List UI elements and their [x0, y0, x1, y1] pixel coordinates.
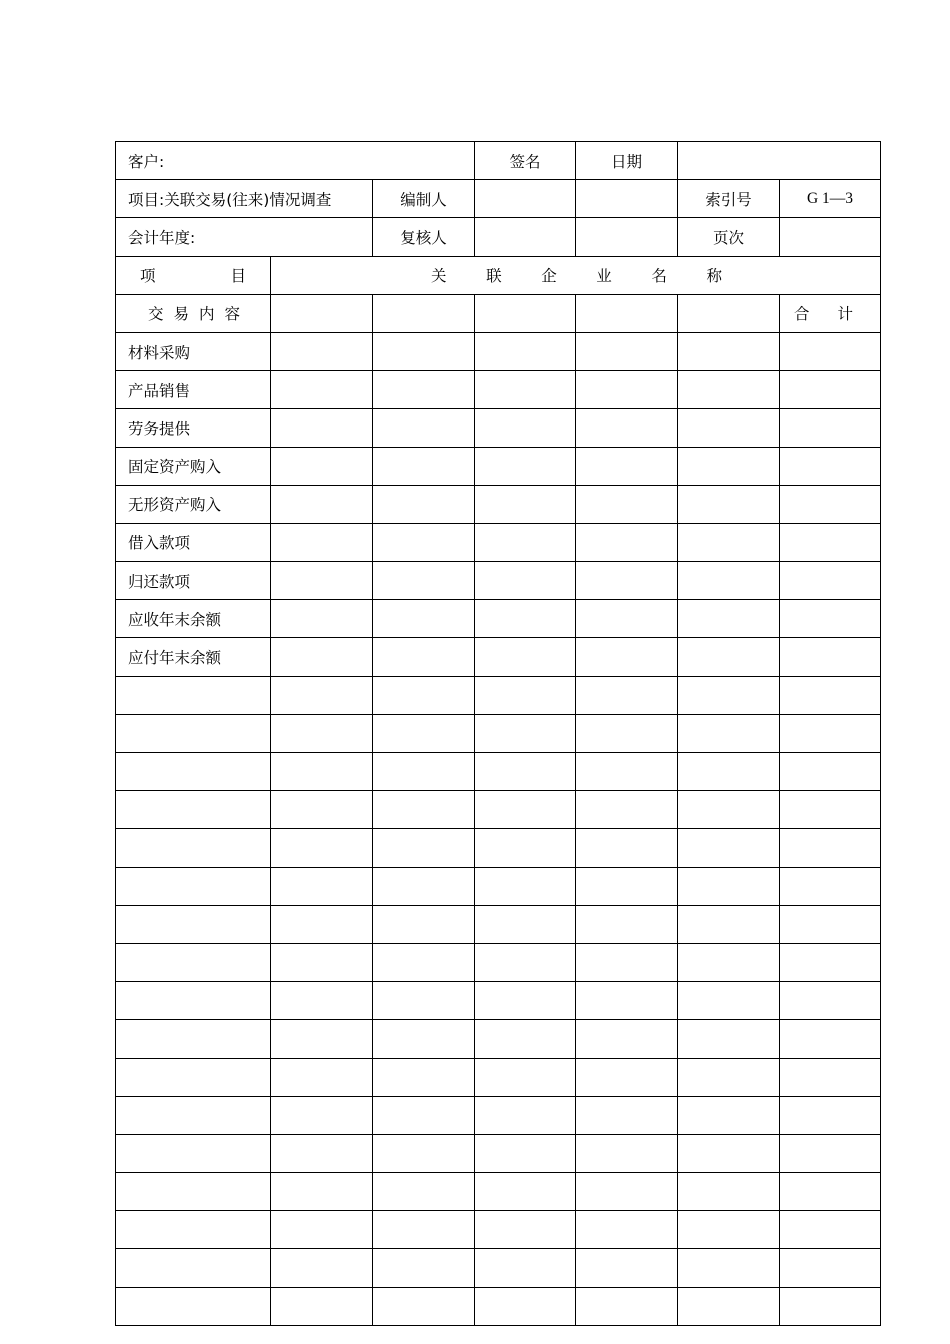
transaction-type-label: 无形资产购入 — [116, 485, 271, 523]
transaction-row — [116, 1287, 881, 1325]
amount-cell[interactable] — [576, 943, 678, 981]
total-cell[interactable] — [780, 371, 881, 409]
related-party-name-header — [271, 256, 881, 294]
amount-cell[interactable] — [271, 1134, 373, 1172]
transaction-type-label: 材料采购 — [116, 332, 271, 370]
amount-cell[interactable] — [271, 562, 373, 600]
fiscal-year-label: 会计年度: — [116, 218, 373, 256]
transaction-row — [116, 1020, 881, 1058]
amount-cell[interactable] — [475, 867, 576, 905]
transaction-type-label[interactable] — [116, 1249, 271, 1287]
amount-cell[interactable] — [373, 447, 475, 485]
transaction-type-label: 应收年末余额 — [116, 600, 271, 638]
amount-cell[interactable] — [678, 371, 780, 409]
amount-cell[interactable] — [576, 1096, 678, 1134]
amount-cell[interactable] — [373, 1287, 475, 1325]
transaction-type-label[interactable] — [116, 829, 271, 867]
amount-cell[interactable] — [271, 714, 373, 752]
total-header — [780, 294, 881, 332]
amount-cell[interactable] — [271, 1249, 373, 1287]
transaction-type-label[interactable] — [116, 1096, 271, 1134]
amount-cell[interactable] — [373, 753, 475, 791]
amount-cell[interactable] — [576, 867, 678, 905]
amount-cell[interactable] — [475, 1020, 576, 1058]
content-header-char: 易 — [173, 305, 189, 324]
amount-cell[interactable] — [475, 371, 576, 409]
index-value: G 1—3 — [780, 180, 881, 218]
transaction-type-label: 归还款项 — [116, 562, 271, 600]
transaction-row — [116, 523, 881, 561]
amount-cell[interactable] — [678, 638, 780, 676]
amount-cell[interactable] — [373, 409, 475, 447]
transaction-type-label[interactable] — [116, 1173, 271, 1211]
date-label: 日期 — [576, 142, 678, 180]
transaction-type-label[interactable] — [116, 982, 271, 1020]
transaction-type-label[interactable] — [116, 1211, 271, 1249]
amount-cell[interactable] — [678, 791, 780, 829]
total-header-char: 合 — [794, 305, 810, 324]
transaction-row — [116, 676, 881, 714]
transaction-type-label[interactable] — [116, 867, 271, 905]
amount-cell[interactable] — [373, 562, 475, 600]
item-header — [116, 256, 271, 294]
amount-cell[interactable] — [373, 371, 475, 409]
amount-cell[interactable] — [475, 485, 576, 523]
amount-cell[interactable] — [271, 638, 373, 676]
total-cell[interactable] — [780, 829, 881, 867]
amount-cell[interactable] — [576, 1287, 678, 1325]
transaction-row — [116, 1173, 881, 1211]
related-party-header-char: 联 — [486, 267, 502, 286]
amount-cell[interactable] — [271, 867, 373, 905]
amount-cell[interactable] — [475, 714, 576, 752]
transaction-type-label: 产品销售 — [116, 371, 271, 409]
amount-cell[interactable] — [475, 1096, 576, 1134]
transaction-row — [116, 1134, 881, 1172]
amount-cell[interactable] — [475, 791, 576, 829]
amount-cell[interactable] — [576, 1058, 678, 1096]
transaction-row — [116, 943, 881, 981]
transaction-type-label[interactable] — [116, 1287, 271, 1325]
transaction-row — [116, 485, 881, 523]
amount-cell[interactable] — [678, 714, 780, 752]
amount-cell[interactable] — [271, 943, 373, 981]
total-cell[interactable] — [780, 1211, 881, 1249]
amount-cell[interactable] — [373, 829, 475, 867]
total-cell[interactable] — [780, 982, 881, 1020]
reviewer-date-field[interactable] — [576, 218, 678, 256]
item-header-char: 目 — [230, 267, 246, 286]
amount-cell[interactable] — [576, 1211, 678, 1249]
amount-cell[interactable] — [475, 1211, 576, 1249]
transaction-type-label[interactable] — [116, 676, 271, 714]
total-cell[interactable] — [780, 600, 881, 638]
date-field[interactable] — [678, 142, 881, 180]
amount-cell[interactable] — [475, 523, 576, 561]
amount-cell[interactable] — [678, 1249, 780, 1287]
amount-cell[interactable] — [373, 905, 475, 943]
related-party-header-char: 业 — [596, 267, 612, 286]
amount-cell[interactable] — [576, 905, 678, 943]
amount-cell[interactable] — [271, 371, 373, 409]
client-label: 客户: — [116, 142, 475, 180]
transaction-row — [116, 982, 881, 1020]
amount-cell[interactable] — [678, 600, 780, 638]
amount-cell[interactable] — [475, 638, 576, 676]
amount-cell[interactable] — [271, 905, 373, 943]
amount-cell[interactable] — [271, 332, 373, 370]
amount-cell[interactable] — [373, 485, 475, 523]
preparer-label: 编制人 — [373, 180, 475, 218]
total-cell[interactable] — [780, 562, 881, 600]
total-cell[interactable] — [780, 409, 881, 447]
total-cell[interactable] — [780, 676, 881, 714]
amount-cell[interactable] — [475, 562, 576, 600]
amount-cell[interactable] — [678, 1020, 780, 1058]
amount-cell[interactable] — [271, 1173, 373, 1211]
amount-cell[interactable] — [271, 1020, 373, 1058]
amount-cell[interactable] — [271, 753, 373, 791]
amount-cell[interactable] — [576, 638, 678, 676]
total-cell[interactable] — [780, 1134, 881, 1172]
amount-cell[interactable] — [475, 409, 576, 447]
transaction-type-label: 应付年末余额 — [116, 638, 271, 676]
amount-cell[interactable] — [271, 1058, 373, 1096]
amount-cell[interactable] — [373, 676, 475, 714]
company-name-field[interactable] — [271, 294, 373, 332]
amount-cell[interactable] — [678, 982, 780, 1020]
related-party-transaction-worksheet — [115, 141, 881, 1326]
transaction-row — [116, 867, 881, 905]
transaction-type-label[interactable] — [116, 1020, 271, 1058]
amount-cell[interactable] — [373, 1134, 475, 1172]
amount-cell[interactable] — [678, 867, 780, 905]
amount-cell[interactable] — [373, 1211, 475, 1249]
amount-cell[interactable] — [678, 1134, 780, 1172]
amount-cell[interactable] — [576, 676, 678, 714]
amount-cell[interactable] — [373, 867, 475, 905]
amount-cell[interactable] — [373, 982, 475, 1020]
amount-cell[interactable] — [271, 791, 373, 829]
amount-cell[interactable] — [576, 1249, 678, 1287]
amount-cell[interactable] — [678, 485, 780, 523]
subheader-row — [116, 294, 881, 332]
amount-cell[interactable] — [475, 1287, 576, 1325]
reviewer-sign-field[interactable] — [475, 218, 576, 256]
transaction-row — [116, 1096, 881, 1134]
amount-cell[interactable] — [475, 676, 576, 714]
amount-cell[interactable] — [576, 982, 678, 1020]
amount-cell[interactable] — [678, 332, 780, 370]
transaction-type-label[interactable] — [116, 1134, 271, 1172]
amount-cell[interactable] — [475, 753, 576, 791]
amount-cell[interactable] — [576, 600, 678, 638]
total-cell[interactable] — [780, 943, 881, 981]
transaction-type-label: 借入款项 — [116, 523, 271, 561]
index-label: 索引号 — [678, 180, 780, 218]
transaction-row — [116, 371, 881, 409]
amount-cell[interactable] — [271, 829, 373, 867]
total-cell[interactable] — [780, 867, 881, 905]
transaction-row — [116, 638, 881, 676]
amount-cell[interactable] — [475, 332, 576, 370]
amount-cell[interactable] — [373, 1096, 475, 1134]
transaction-type-label[interactable] — [116, 1058, 271, 1096]
company-name-field[interactable] — [373, 294, 475, 332]
total-cell[interactable] — [780, 447, 881, 485]
amount-cell[interactable] — [373, 714, 475, 752]
amount-cell[interactable] — [271, 485, 373, 523]
total-cell[interactable] — [780, 1173, 881, 1211]
related-party-header-char: 关 — [431, 267, 447, 286]
preparer-date-field[interactable] — [576, 180, 678, 218]
amount-cell[interactable] — [475, 829, 576, 867]
amount-cell[interactable] — [576, 562, 678, 600]
header-row-client — [116, 142, 881, 180]
transaction-type-label[interactable] — [116, 791, 271, 829]
total-cell[interactable] — [780, 1058, 881, 1096]
amount-cell[interactable] — [271, 1287, 373, 1325]
total-cell[interactable] — [780, 1020, 881, 1058]
company-name-field[interactable] — [576, 294, 678, 332]
amount-cell[interactable] — [475, 1058, 576, 1096]
amount-cell[interactable] — [475, 1173, 576, 1211]
total-cell[interactable] — [780, 791, 881, 829]
transaction-row — [116, 1249, 881, 1287]
amount-cell[interactable] — [271, 676, 373, 714]
column-title-row — [116, 256, 881, 294]
amount-cell[interactable] — [678, 447, 780, 485]
header-row-project — [116, 180, 881, 218]
amount-cell[interactable] — [373, 523, 475, 561]
amount-cell[interactable] — [373, 943, 475, 981]
amount-cell[interactable] — [678, 1287, 780, 1325]
transaction-type-label[interactable] — [116, 714, 271, 752]
amount-cell[interactable] — [271, 600, 373, 638]
amount-cell[interactable] — [678, 943, 780, 981]
header-row-fiscal-year — [116, 218, 881, 256]
total-cell[interactable] — [780, 523, 881, 561]
transaction-type-label: 劳务提供 — [116, 409, 271, 447]
amount-cell[interactable] — [373, 1249, 475, 1287]
content-header-char: 交 — [148, 305, 164, 324]
transaction-row — [116, 332, 881, 370]
preparer-sign-field[interactable] — [475, 180, 576, 218]
amount-cell[interactable] — [271, 447, 373, 485]
amount-cell[interactable] — [678, 905, 780, 943]
amount-cell[interactable] — [576, 1134, 678, 1172]
amount-cell[interactable] — [271, 523, 373, 561]
amount-cell[interactable] — [678, 523, 780, 561]
transaction-row — [116, 1058, 881, 1096]
amount-cell[interactable] — [678, 1173, 780, 1211]
amount-cell[interactable] — [373, 1020, 475, 1058]
amount-cell[interactable] — [576, 1020, 678, 1058]
related-party-header-char: 名 — [651, 267, 667, 286]
amount-cell[interactable] — [576, 485, 678, 523]
transaction-row — [116, 562, 881, 600]
amount-cell[interactable] — [678, 562, 780, 600]
amount-cell[interactable] — [475, 1134, 576, 1172]
amount-cell[interactable] — [576, 409, 678, 447]
transaction-row — [116, 600, 881, 638]
amount-cell[interactable] — [678, 1211, 780, 1249]
transaction-row — [116, 905, 881, 943]
amount-cell[interactable] — [576, 714, 678, 752]
total-cell[interactable] — [780, 1096, 881, 1134]
total-cell[interactable] — [780, 1287, 881, 1325]
company-name-field[interactable] — [678, 294, 780, 332]
related-party-header-char: 称 — [706, 267, 722, 286]
project-label: 项目:关联交易(往来)情况调查 — [116, 180, 373, 218]
amount-cell[interactable] — [373, 638, 475, 676]
amount-cell[interactable] — [475, 982, 576, 1020]
transaction-type-label[interactable] — [116, 753, 271, 791]
amount-cell[interactable] — [373, 791, 475, 829]
amount-cell[interactable] — [271, 1096, 373, 1134]
transaction-content-header — [116, 294, 271, 332]
amount-cell[interactable] — [576, 371, 678, 409]
total-cell[interactable] — [780, 905, 881, 943]
amount-cell[interactable] — [678, 409, 780, 447]
total-cell[interactable] — [780, 332, 881, 370]
amount-cell[interactable] — [475, 447, 576, 485]
transaction-type-label[interactable] — [116, 905, 271, 943]
amount-cell[interactable] — [678, 753, 780, 791]
amount-cell[interactable] — [678, 1096, 780, 1134]
transaction-row — [116, 447, 881, 485]
amount-cell[interactable] — [576, 829, 678, 867]
content-header-char: 容 — [224, 305, 240, 324]
total-cell[interactable] — [780, 638, 881, 676]
page-number-field[interactable] — [780, 218, 881, 256]
amount-cell[interactable] — [475, 905, 576, 943]
sign-label: 签名 — [475, 142, 576, 180]
amount-cell[interactable] — [271, 409, 373, 447]
content-header-char: 内 — [198, 305, 215, 324]
transaction-row — [116, 714, 881, 752]
amount-cell[interactable] — [271, 1211, 373, 1249]
amount-cell[interactable] — [576, 447, 678, 485]
amount-cell[interactable] — [576, 753, 678, 791]
related-party-header-char: 企 — [541, 267, 557, 286]
transaction-row — [116, 409, 881, 447]
transaction-row — [116, 1211, 881, 1249]
page-label: 页次 — [678, 218, 780, 256]
item-header-char: 项 — [140, 267, 156, 286]
amount-cell[interactable] — [678, 829, 780, 867]
amount-cell[interactable] — [373, 332, 475, 370]
amount-cell[interactable] — [576, 1173, 678, 1211]
company-name-field[interactable] — [475, 294, 576, 332]
amount-cell[interactable] — [576, 791, 678, 829]
amount-cell[interactable] — [576, 523, 678, 561]
transaction-row — [116, 753, 881, 791]
transaction-row — [116, 791, 881, 829]
total-header-char: 计 — [837, 305, 854, 324]
transaction-type-label[interactable] — [116, 943, 271, 981]
amount-cell[interactable] — [475, 600, 576, 638]
amount-cell[interactable] — [678, 1058, 780, 1096]
total-cell[interactable] — [780, 714, 881, 752]
transaction-row — [116, 829, 881, 867]
amount-cell[interactable] — [678, 676, 780, 714]
amount-cell[interactable] — [475, 943, 576, 981]
amount-cell[interactable] — [271, 982, 373, 1020]
transaction-type-label: 固定资产购入 — [116, 447, 271, 485]
total-cell[interactable] — [780, 1249, 881, 1287]
amount-cell[interactable] — [373, 1058, 475, 1096]
total-cell[interactable] — [780, 485, 881, 523]
total-cell[interactable] — [780, 753, 881, 791]
amount-cell[interactable] — [475, 1249, 576, 1287]
amount-cell[interactable] — [576, 332, 678, 370]
amount-cell[interactable] — [373, 1173, 475, 1211]
reviewer-label: 复核人 — [373, 218, 475, 256]
amount-cell[interactable] — [373, 600, 475, 638]
